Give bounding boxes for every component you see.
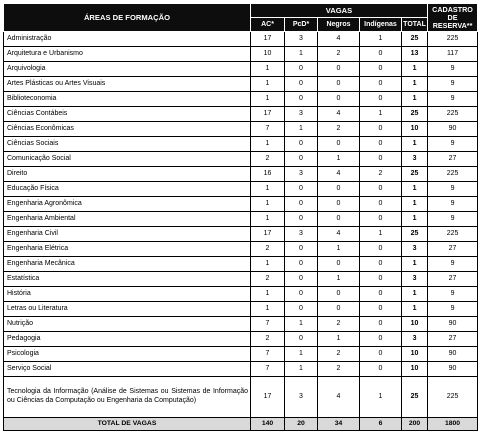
table-row: [4, 332, 478, 347]
area-cell: Nutrição: [4, 317, 251, 332]
ac-cell: 1: [251, 197, 285, 212]
indigenas-cell: 0: [360, 62, 402, 77]
indigenas-cell: 0: [360, 182, 402, 197]
cadastro-reserva-cell: 117: [428, 47, 478, 62]
area-cell: Letras ou Literatura: [4, 302, 251, 317]
indigenas-cell: 1: [360, 227, 402, 242]
indigenas-cell: 0: [360, 77, 402, 92]
total-cell: 1: [402, 257, 428, 272]
pcd-cell: 0: [285, 242, 318, 257]
total-cell: 25: [402, 32, 428, 47]
indigenas-cell: 0: [360, 362, 402, 377]
pcd-cell: 1: [285, 347, 318, 362]
cadastro-reserva-cell: 90: [428, 362, 478, 377]
table-row: [4, 287, 478, 302]
total-cell: 3: [402, 152, 428, 167]
table-row: [4, 92, 478, 107]
negros-cell: 0: [318, 137, 360, 152]
negros-cell: 2: [318, 47, 360, 62]
table-row: [4, 272, 478, 287]
ac-cell: 2: [251, 272, 285, 287]
table-row: [4, 257, 478, 272]
table-row: [4, 32, 478, 47]
area-cell: Artes Plásticas ou Artes Visuais: [4, 77, 251, 92]
total-indigenas: 6: [360, 418, 402, 431]
ac-cell: 1: [251, 257, 285, 272]
indigenas-cell: 0: [360, 272, 402, 287]
vagas-table: [3, 3, 478, 431]
area-cell: Engenharia Elétrica: [4, 242, 251, 257]
indigenas-cell: 0: [360, 137, 402, 152]
cadastro-reserva-cell: 9: [428, 92, 478, 107]
header-indigenas: Indígenas: [360, 18, 402, 32]
indigenas-cell: 0: [360, 317, 402, 332]
header-cadastro-de-reserva: [428, 4, 478, 32]
negros-cell: 0: [318, 182, 360, 197]
pcd-cell: 0: [285, 302, 318, 317]
negros-cell: 2: [318, 362, 360, 377]
indigenas-cell: 0: [360, 152, 402, 167]
total-cell: 10: [402, 122, 428, 137]
ac-cell: 1: [251, 62, 285, 77]
cadastro-reserva-cell: 9: [428, 137, 478, 152]
cadastro-reserva-cell: 90: [428, 347, 478, 362]
indigenas-cell: 0: [360, 332, 402, 347]
cadastro-reserva-cell: 90: [428, 122, 478, 137]
header-pcd: PcD*: [285, 18, 318, 32]
header-ac: AC*: [251, 18, 285, 32]
cadastro-reserva-cell: 27: [428, 332, 478, 347]
cadastro-reserva-cell: 9: [428, 62, 478, 77]
cadastro-reserva-cell: 225: [428, 227, 478, 242]
total-cell: 13: [402, 47, 428, 62]
cadastro-reserva-cell: 225: [428, 107, 478, 122]
pcd-cell: 0: [285, 257, 318, 272]
negros-cell: 2: [318, 122, 360, 137]
ac-cell: 16: [251, 167, 285, 182]
table-row: [4, 317, 478, 332]
cadastro-reserva-cell: 225: [428, 32, 478, 47]
table-row: [4, 77, 478, 92]
total-label: TOTAL DE VAGAS: [4, 418, 251, 431]
negros-cell: 1: [318, 272, 360, 287]
total-cell: 1: [402, 137, 428, 152]
area-cell: Comunicação Social: [4, 152, 251, 167]
area-cell: Engenharia Civil: [4, 227, 251, 242]
indigenas-cell: 0: [360, 242, 402, 257]
cadastro-reserva-cell: 27: [428, 152, 478, 167]
negros-cell: 0: [318, 62, 360, 77]
pcd-cell: 3: [285, 377, 318, 418]
indigenas-cell: 1: [360, 377, 402, 418]
header-negros: Negros: [318, 18, 360, 32]
table-row: [4, 347, 478, 362]
vagas-table-container: [3, 3, 477, 431]
table-row: [4, 137, 478, 152]
area-cell: Arquivologia: [4, 62, 251, 77]
ac-cell: 10: [251, 47, 285, 62]
total-total: 200: [402, 418, 428, 431]
table-row: [4, 182, 478, 197]
table-body: [4, 32, 478, 418]
cadastro-reserva-cell: 9: [428, 77, 478, 92]
area-cell: Direito: [4, 167, 251, 182]
ac-cell: 7: [251, 347, 285, 362]
table-row: [4, 197, 478, 212]
pcd-cell: 1: [285, 122, 318, 137]
area-cell: Arquitetura e Urbanismo: [4, 47, 251, 62]
negros-cell: 4: [318, 377, 360, 418]
total-cell: 25: [402, 227, 428, 242]
cadastro-reserva-cell: 9: [428, 212, 478, 227]
pcd-cell: 1: [285, 317, 318, 332]
table-row: [4, 107, 478, 122]
header-cadastro-line-2: DE: [447, 12, 458, 22]
negros-cell: 0: [318, 257, 360, 272]
negros-cell: 4: [318, 227, 360, 242]
indigenas-cell: 2: [360, 167, 402, 182]
pcd-cell: 0: [285, 197, 318, 212]
ac-cell: 1: [251, 137, 285, 152]
total-cell: 25: [402, 377, 428, 418]
ac-cell: 17: [251, 377, 285, 418]
total-cell: 1: [402, 182, 428, 197]
total-cell: 3: [402, 242, 428, 257]
table-row: [4, 362, 478, 377]
table-row: [4, 227, 478, 242]
table-row: [4, 122, 478, 137]
pcd-cell: 0: [285, 137, 318, 152]
cadastro-reserva-cell: 9: [428, 182, 478, 197]
total-pcd: 20: [285, 418, 318, 431]
cadastro-reserva-cell: 225: [428, 167, 478, 182]
cadastro-reserva-cell: 9: [428, 302, 478, 317]
total-row: [4, 418, 478, 431]
ac-cell: 2: [251, 152, 285, 167]
indigenas-cell: 0: [360, 212, 402, 227]
area-cell: História: [4, 287, 251, 302]
indigenas-cell: 0: [360, 122, 402, 137]
table-row: [4, 377, 478, 418]
total-negros: 34: [318, 418, 360, 431]
total-cell: 1: [402, 62, 428, 77]
cadastro-reserva-cell: 9: [428, 257, 478, 272]
cadastro-reserva-cell: 9: [428, 287, 478, 302]
total-cell: 1: [402, 287, 428, 302]
area-cell: Ciências Sociais: [4, 137, 251, 152]
negros-cell: 0: [318, 287, 360, 302]
ac-cell: 1: [251, 302, 285, 317]
cadastro-reserva-cell: 90: [428, 317, 478, 332]
ac-cell: 7: [251, 317, 285, 332]
negros-cell: 4: [318, 167, 360, 182]
indigenas-cell: 0: [360, 92, 402, 107]
pcd-cell: 0: [285, 287, 318, 302]
pcd-cell: 0: [285, 92, 318, 107]
pcd-cell: 3: [285, 107, 318, 122]
header-cadastro-line-1: CADASTRO: [432, 4, 473, 14]
area-cell: Ciências Econômicas: [4, 122, 251, 137]
area-cell: Engenharia Ambiental: [4, 212, 251, 227]
area-cell: Educação Física: [4, 182, 251, 197]
pcd-cell: 0: [285, 77, 318, 92]
total-cell: 10: [402, 347, 428, 362]
total-cell: 3: [402, 332, 428, 347]
cadastro-reserva-cell: 225: [428, 377, 478, 418]
table-row: [4, 62, 478, 77]
negros-cell: 2: [318, 347, 360, 362]
pcd-cell: 3: [285, 227, 318, 242]
ac-cell: 1: [251, 212, 285, 227]
total-cell: 1: [402, 197, 428, 212]
indigenas-cell: 1: [360, 107, 402, 122]
ac-cell: 1: [251, 287, 285, 302]
table-row: [4, 242, 478, 257]
total-cell: 25: [402, 167, 428, 182]
ac-cell: 2: [251, 242, 285, 257]
indigenas-cell: 0: [360, 257, 402, 272]
area-cell: Ciências Contábeis: [4, 107, 251, 122]
indigenas-cell: 0: [360, 302, 402, 317]
total-cell: 10: [402, 362, 428, 377]
negros-cell: 2: [318, 317, 360, 332]
ac-cell: 1: [251, 182, 285, 197]
ac-cell: 2: [251, 332, 285, 347]
pcd-cell: 0: [285, 332, 318, 347]
negros-cell: 0: [318, 197, 360, 212]
indigenas-cell: 0: [360, 197, 402, 212]
indigenas-cell: 0: [360, 287, 402, 302]
header-vagas: VAGAS: [251, 4, 428, 18]
table-row: [4, 212, 478, 227]
pcd-cell: 3: [285, 167, 318, 182]
total-cell: 1: [402, 212, 428, 227]
total-cell: 1: [402, 92, 428, 107]
ac-cell: 1: [251, 92, 285, 107]
table-row: [4, 302, 478, 317]
negros-cell: 0: [318, 92, 360, 107]
pcd-cell: 1: [285, 362, 318, 377]
header-cadastro-line-3: RESERVA**: [432, 20, 473, 30]
cadastro-reserva-cell: 27: [428, 272, 478, 287]
pcd-cell: 0: [285, 152, 318, 167]
cadastro-reserva-cell: 9: [428, 197, 478, 212]
ac-cell: 17: [251, 107, 285, 122]
area-cell: Estatística: [4, 272, 251, 287]
area-cell: Engenharia Agronômica: [4, 197, 251, 212]
header-total: TOTAL: [402, 18, 428, 32]
area-cell: Tecnologia da Informação (Análise de Sistemas ou Sistemas de Informação ou Ciências da Computação ou Engenharia da Computação): [4, 377, 251, 418]
negros-cell: 0: [318, 77, 360, 92]
total-cadastro-reserva: 1800: [428, 418, 478, 431]
total-cell: 1: [402, 302, 428, 317]
total-cell: 1: [402, 77, 428, 92]
area-cell: Pedagogia: [4, 332, 251, 347]
table-row: [4, 152, 478, 167]
indigenas-cell: 1: [360, 32, 402, 47]
ac-cell: 17: [251, 227, 285, 242]
negros-cell: 1: [318, 332, 360, 347]
total-cell: 3: [402, 272, 428, 287]
indigenas-cell: 0: [360, 47, 402, 62]
negros-cell: 4: [318, 107, 360, 122]
indigenas-cell: 0: [360, 347, 402, 362]
pcd-cell: 1: [285, 47, 318, 62]
ac-cell: 7: [251, 122, 285, 137]
total-cell: 25: [402, 107, 428, 122]
total-cell: 10: [402, 317, 428, 332]
area-cell: Engenharia Mecânica: [4, 257, 251, 272]
ac-cell: 7: [251, 362, 285, 377]
negros-cell: 0: [318, 302, 360, 317]
total-ac: 140: [251, 418, 285, 431]
ac-cell: 17: [251, 32, 285, 47]
negros-cell: 0: [318, 212, 360, 227]
pcd-cell: 0: [285, 62, 318, 77]
negros-cell: 4: [318, 32, 360, 47]
ac-cell: 1: [251, 77, 285, 92]
table-row: [4, 167, 478, 182]
pcd-cell: 3: [285, 32, 318, 47]
pcd-cell: 0: [285, 212, 318, 227]
negros-cell: 1: [318, 242, 360, 257]
area-cell: Biblioteconomia: [4, 92, 251, 107]
pcd-cell: 0: [285, 182, 318, 197]
area-cell: Administração: [4, 32, 251, 47]
negros-cell: 1: [318, 152, 360, 167]
table-row: [4, 47, 478, 62]
header-areas-de-formacao: ÁREAS DE FORMAÇÃO: [4, 4, 251, 32]
area-cell: Serviço Social: [4, 362, 251, 377]
cadastro-reserva-cell: 27: [428, 242, 478, 257]
area-cell: Psicologia: [4, 347, 251, 362]
pcd-cell: 0: [285, 272, 318, 287]
